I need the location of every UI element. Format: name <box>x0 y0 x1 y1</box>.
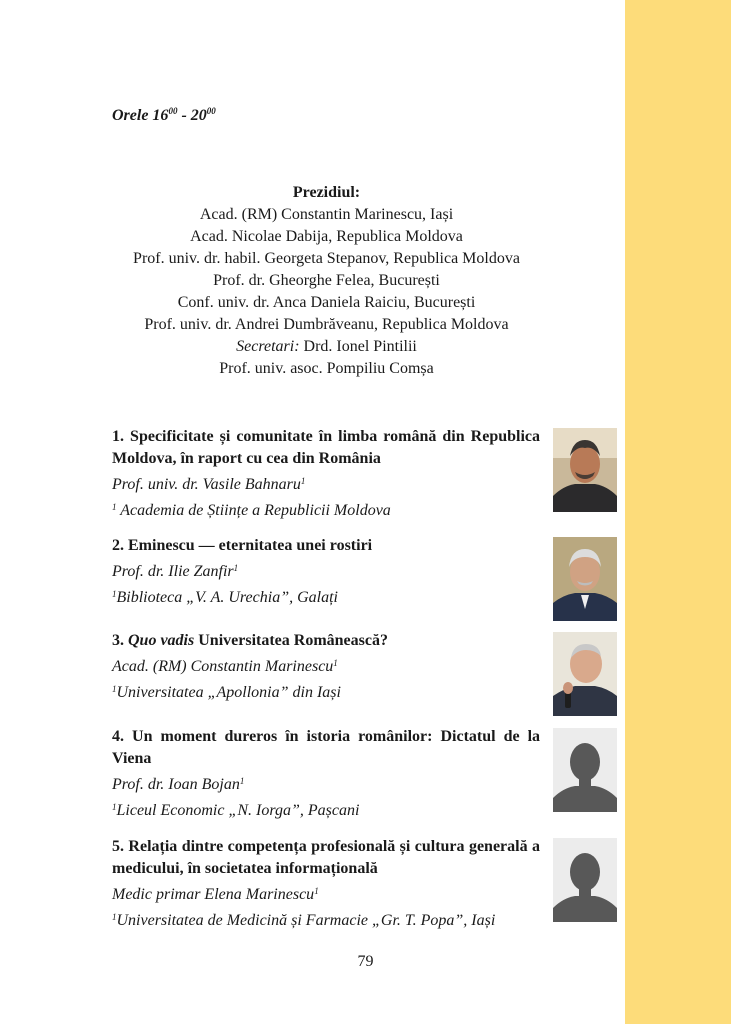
talk-title: 1. Specificitate și comunitate în limba română din Republica Moldova, în raport cu cea din România <box>112 428 541 467</box>
speaker-photo <box>553 428 617 512</box>
secretaries-line: Secretari: Drd. Ionel Pintilii <box>236 338 417 355</box>
presidium-member: Acad. (RM) Constantin Marinescu, Iași <box>199 206 454 223</box>
talk-affiliation: $^1$Universitatea de Medicină și Farmacie „Gr. T. Popa”, Iași <box>112 912 496 929</box>
talk-author: Prof. dr. Ilie Zanfir$^1$ <box>112 563 239 580</box>
talk-item <box>112 630 540 704</box>
secretary: Prof. univ. asoc. Pompiliu Comșa <box>219 360 434 377</box>
page-number: 79 <box>357 953 374 970</box>
talk-affiliation: $^1$ Academia de Științe a Republicii Moldova <box>112 502 391 519</box>
presidium-member: Prof. dr. Gheorghe Felea, București <box>213 272 440 289</box>
presidium-heading: Prezidiul: <box>292 184 361 201</box>
placeholder-avatar <box>553 838 617 922</box>
talk-title: 3. Quo vadis Universitatea Românească? <box>112 632 388 649</box>
speaker-photo <box>553 632 617 716</box>
speaker-photo <box>553 537 617 621</box>
talk-title: 5. Relația dintre competența profesională și cultura generală a medicului, în societatea informațională <box>112 838 541 877</box>
presidium-member: Prof. univ. dr. Andrei Dumbrăveanu, Republica Moldova <box>144 316 509 333</box>
talk-item <box>112 726 540 822</box>
presidium-block <box>112 182 541 380</box>
talk-author: Acad. (RM) Constantin Marinescu$^1$ <box>112 658 338 675</box>
talk-affiliation: $^1$Biblioteca „V. A. Urechia”, Galați <box>112 589 338 606</box>
side-stripe <box>625 0 731 1024</box>
talk-title: 2. Eminescu — eternitatea unei rostiri <box>112 537 373 554</box>
talk-item <box>112 426 540 522</box>
talk-author: Prof. univ. dr. Vasile Bahnaru$^1$ <box>112 476 306 493</box>
presidium-member: Conf. univ. dr. Anca Daniela Raiciu, București <box>177 294 476 311</box>
talk-affiliation: $^1$Universitatea „Apollonia” din Iași <box>112 684 341 701</box>
presidium-member: Acad. Nicolae Dabija, Republica Moldova <box>190 228 463 245</box>
talk-affiliation: $^1$Liceul Economic „N. Iorga”, Pașcani <box>112 802 360 819</box>
secretaries-label: Secretari: <box>236 338 300 355</box>
talk-title: 4. Un moment dureros în istoria românilor: Dictatul de la Viena <box>112 728 541 767</box>
presidium-member: Prof. univ. dr. habil. Georgeta Stepanov, Republica Moldova <box>133 250 520 267</box>
talk-item <box>112 535 540 609</box>
session-time: Orele $16^{00} - 20^{00}$ <box>112 106 216 124</box>
placeholder-avatar <box>553 728 617 812</box>
talk-author: Prof. dr. Ioan Bojan$^1$ <box>112 776 245 793</box>
talk-item <box>112 836 540 932</box>
talk-author: Medic primar Elena Marinescu$^1$ <box>112 886 319 903</box>
